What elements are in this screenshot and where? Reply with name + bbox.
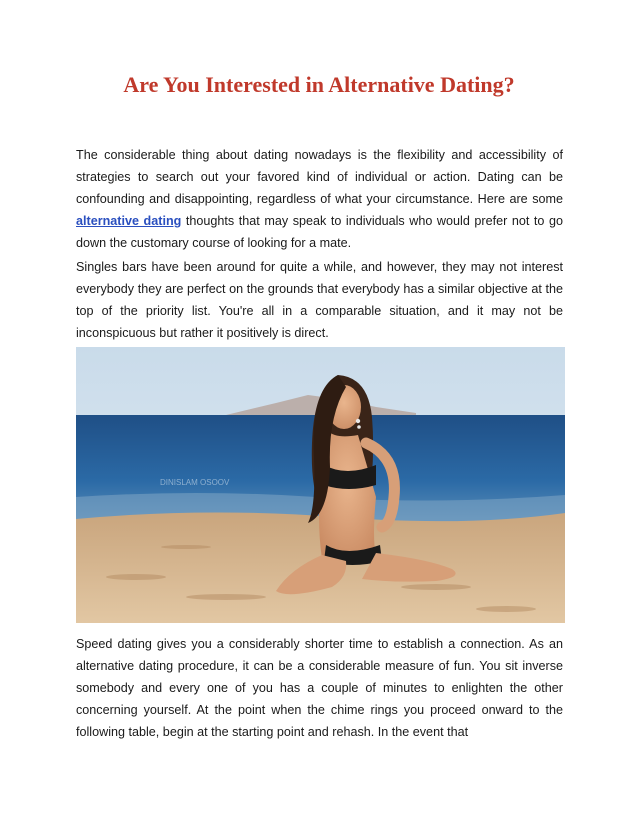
paragraph-intro-text-after: thoughts that may speak to individuals who would prefer not to go down the customary course of looking for a mate. <box>76 214 563 250</box>
beach-photo-illustration <box>76 347 565 623</box>
paragraph-singles-bars: Singles bars have been around for quite a while, and however, they may not interest everybody they are perfect on the grounds that everybody has a similar objective at the top of the priority list. You're all in a comparable situation, and it may not be inconspicuous but rather it positively is direct. <box>76 260 563 340</box>
page-title: Are You Interested in Alternative Dating? <box>123 72 515 97</box>
photo-watermark: DINISLAM OSOOV <box>160 478 230 487</box>
paragraph-intro-text-before: The considerable thing about dating nowadays is the flexibility and accessibility of strategies to search out your favored kind of individual or action. Dating can be confounding and disappointing, regardless of what your circumstance. Here are some <box>76 148 563 206</box>
paragraph-speed-dating: Speed dating gives you a considerably shorter time to establish a connection. As an alternative dating procedure, it can be a considerable measure of fun. You sit inverse somebody and every one of you has a couple of minutes to enlighten the other concerning yourself. At the point when the chime rings you proceed onward to the following table, begin at the starting point and rehash. In the event that <box>76 637 563 739</box>
alternative-dating-link[interactable]: alternative dating <box>76 214 182 228</box>
beach-photo <box>76 347 565 623</box>
paragraph-intro <box>76 144 563 254</box>
